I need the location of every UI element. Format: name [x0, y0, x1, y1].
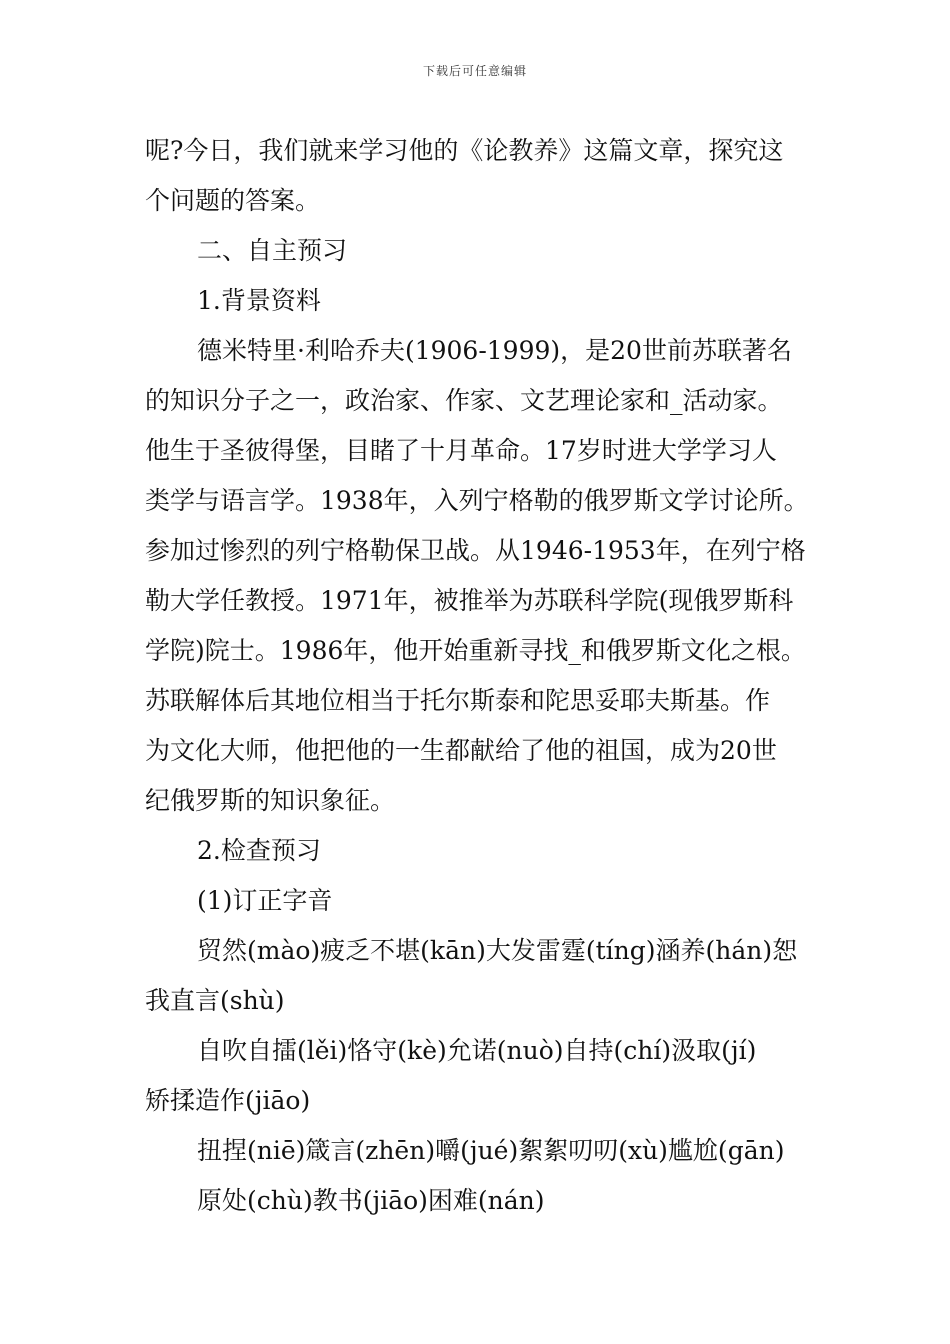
subsection-heading: 2.检查预习 [197, 836, 321, 865]
text-line: 德米特里·利哈乔夫(1906-1999)，是20世前苏联著名 [197, 336, 792, 365]
subsection-heading: (1)订正字音 [197, 886, 333, 915]
text-line: 自吹自擂(lěi)恪守(kè)允诺(nuò)自持(chí)汲取(jí) [197, 1036, 757, 1065]
text-line: 苏联解体后其地位相当于托尔斯泰和陀思妥耶夫斯基。作 [145, 686, 771, 715]
page-header: 下载后可任意编辑 [422, 64, 527, 78]
text-line: 学院)院士。1986年，他开始重新寻找_和俄罗斯文化之根。 [145, 636, 806, 665]
text-line: 贸然(mào)疲乏不堪(kān)大发雷霆(tíng)涵养(hán)恕 [197, 936, 798, 965]
text-line: 类学与语言学。1938年，入列宁格勒的俄罗斯文学讨论所。 [145, 486, 809, 515]
text-line: 的知识分子之一，政治家、作家、文艺理论家和_活动家。 [145, 386, 783, 415]
text-line: 我直言(shù) [145, 986, 285, 1015]
text-line: 勒大学任教授。1971年，被推举为苏联科学院(现俄罗斯科 [145, 586, 794, 615]
section-heading: 二、自主预习 [197, 236, 348, 265]
text-line: 原处(chù)教书(jiāo)困难(nán) [197, 1186, 545, 1215]
text-line: 扭捏(niē)箴言(zhēn)嚼(jué)絮絮叨叨(xù)尴尬(gān) [197, 1136, 785, 1165]
text-line: 呢?今日，我们就来学习他的《论教养》这篇文章，探究这 [145, 136, 784, 165]
text-line: 为文化大师，他把他的一生都献给了他的祖国，成为20世 [145, 736, 777, 765]
text-line: 矫揉造作(jiāo) [145, 1086, 311, 1115]
text-line: 纪俄罗斯的知识象征。 [145, 786, 396, 815]
text-line: 他生于圣彼得堡，目睹了十月革命。17岁时进大学学习人 [145, 436, 777, 465]
text-line: 参加过惨烈的列宁格勒保卫战。从1946-1953年，在列宁格 [145, 536, 806, 565]
document-body [145, 126, 810, 1226]
subsection-heading: 1.背景资料 [197, 286, 321, 315]
text-line: 个问题的答案。 [145, 186, 321, 215]
